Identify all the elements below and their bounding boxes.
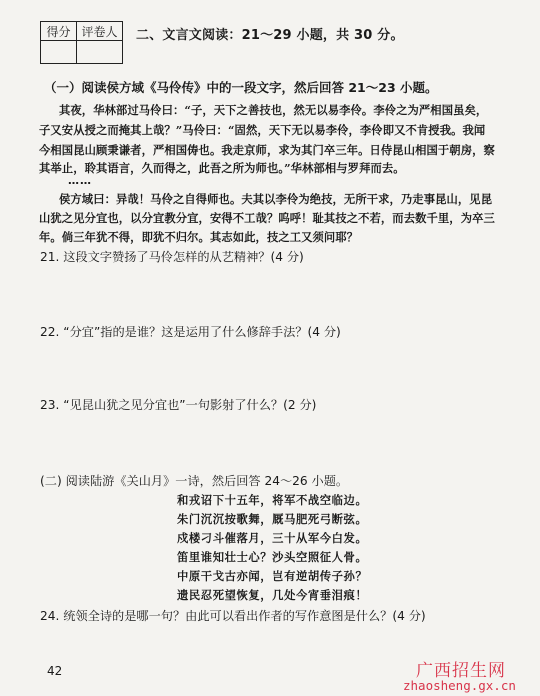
passage-line: 子又安从授之而掩其上哉？”马伶曰：“固然，天下无以易李伶，李伶即又不肯授我。我闻	[39, 123, 486, 137]
page-number: 42	[47, 664, 63, 678]
poem-line: 笛里谁知壮士心？沙头空照征人骨。	[177, 550, 368, 564]
passage-line: 其夜，华林部过马伶曰：“子，天下之善技也，然无以易李伶。李伶之为严相国虽矣，	[59, 103, 488, 117]
poem-line: 遗民忍死望恢复，几处今宵垂泪痕！	[177, 588, 368, 602]
passage-line: 山犹之见分宜也，以分宜教分宜，安得不工哉？呜呼！耻其技之不若，而去数千里，为卒三	[39, 211, 495, 225]
score-cell[interactable]	[41, 41, 77, 64]
question-21: 21. 这段文字赞扬了马伶怎样的从艺精神？(4 分)	[40, 250, 304, 264]
score-box	[40, 21, 123, 64]
passage-line: 其举止，聆其语言，久而得之，此吾之所为师也。”华林部相与罗拜而去。	[39, 161, 405, 175]
grader-label: 评卷人	[77, 22, 123, 41]
passage-line: 年。倘三年犹不得，即犹不归尔。其志如此，技之工又须问耶？	[39, 230, 359, 244]
watermark-site-name: 广西招生网	[416, 661, 506, 681]
poem-line: 和戎诏下十五年，将军不战空临边。	[177, 493, 368, 507]
poem-line: 朱门沉沉按歌舞，厩马肥死弓断弦。	[177, 512, 368, 526]
ellipsis: ……	[68, 174, 92, 187]
watermark-url: zhaosheng.gx.cn	[403, 678, 516, 693]
score-label: 得分	[41, 22, 77, 41]
section-title: 二、文言文阅读：21～29 小题，共 30 分。	[136, 28, 404, 43]
poem-line: 中原干戈古亦闻，岂有逆胡传子孙？	[177, 569, 368, 583]
question-24: 24. 统领全诗的是哪一句？由此可以看出作者的写作意图是什么？(4 分)	[40, 609, 426, 623]
part1-instruction: （一）阅读侯方域《马伶传》中的一段文字，然后回答 21～23 小题。	[44, 80, 438, 95]
grader-cell[interactable]	[77, 41, 123, 64]
question-22: 22. “分宜”指的是谁？这是运用了什么修辞手法？(4 分)	[40, 325, 341, 339]
poem-line: 戍楼刁斗催落月，三十从军今白发。	[177, 531, 368, 545]
passage-line: 侯方域曰：异哉！马伶之自得师也。夫其以李伶为绝技，无所干求，乃走事昆山，见昆	[59, 192, 493, 206]
question-23: 23. “见昆山犹之见分宜也”一句影射了什么？(2 分)	[40, 398, 317, 412]
passage-line: 今相国昆山顾秉谦者，严相国俦也。我走京师，求为其门卒三年。日侍昆山相国于朝房，察	[39, 143, 495, 157]
part2-instruction: (二) 阅读陆游《关山月》一诗，然后回答 24～26 小题。	[40, 474, 349, 488]
